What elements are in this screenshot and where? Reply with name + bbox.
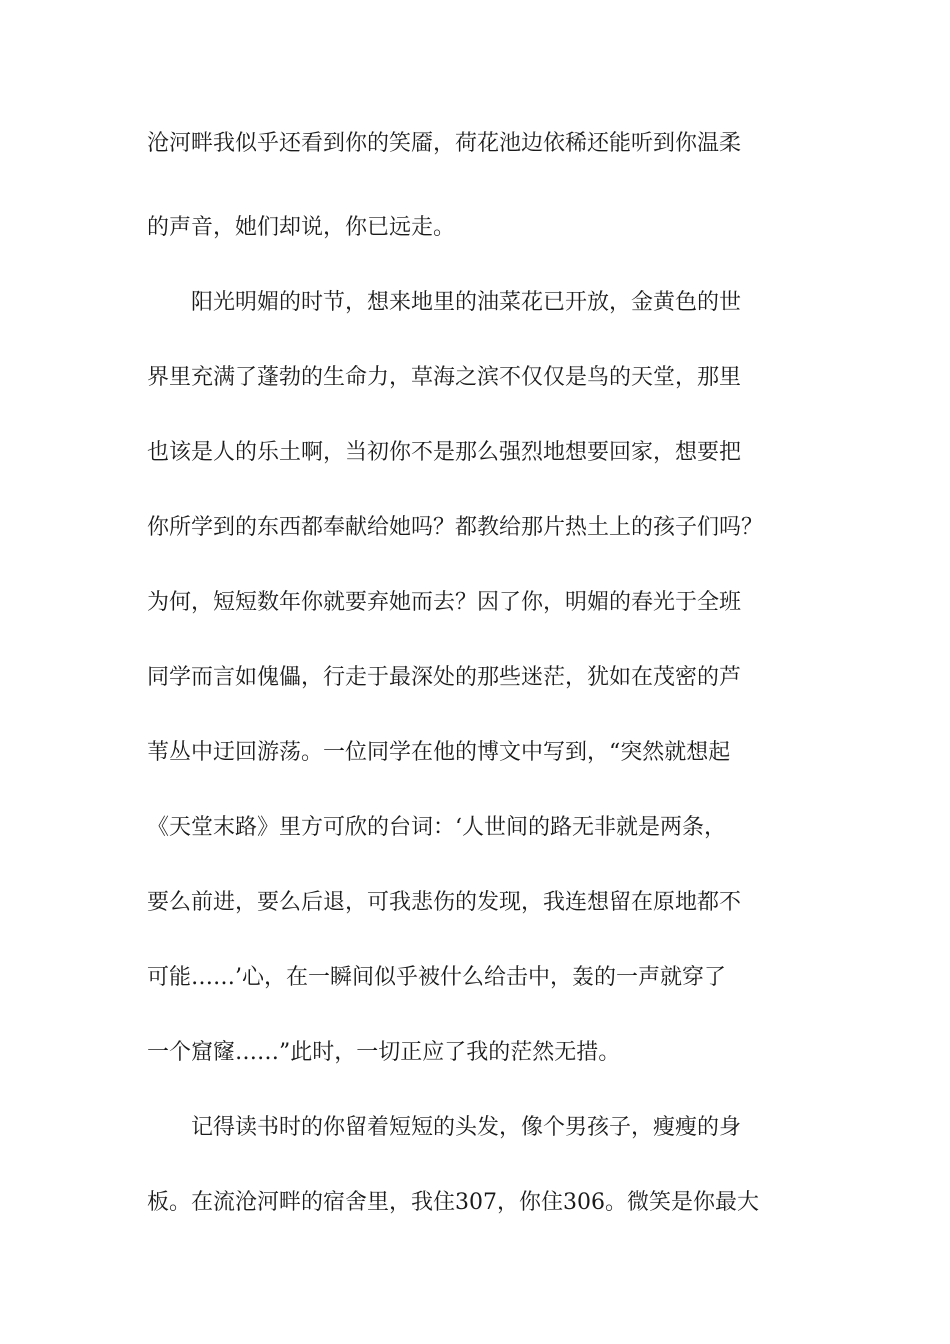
text-line: 你所学到的东西都奉献给她吗？都教给那片热土上的孩子们吗？ xyxy=(147,515,764,540)
text-line: 可能……’心，在一瞬间似乎被什么给击中，轰的一声就穿了 xyxy=(147,965,726,990)
text-line: 沧河畔我似乎还看到你的笑靥，荷花池边依稀还能听到你温柔 xyxy=(147,131,742,156)
text-line: 要么前进，要么后退，可我悲伤的发现，我连想留在原地都不 xyxy=(147,890,742,915)
text-line: 《天堂末路》里方可欣的台词：‘人世间的路无非就是两条， xyxy=(147,815,726,840)
paragraph-first-line: 阳光明媚的时节，想来地里的油菜花已开放，金黄色的世 xyxy=(191,290,742,315)
text-line: 界里充满了蓬勃的生命力，草海之滨不仅仅是鸟的天堂，那里 xyxy=(147,365,742,390)
text-line: 苇丛中迂回游荡。一位同学在他的博文中写到，“突然就想起 xyxy=(147,740,731,765)
text-line: 一个窟窿……”此时，一切正应了我的茫然无措。 xyxy=(147,1040,621,1065)
text-line: 也该是人的乐土啊，当初你不是那么强烈地想要回家，想要把 xyxy=(147,440,742,465)
text-line: 的声音，她们却说，你已远走。 xyxy=(147,215,456,240)
text-line: 同学而言如傀儡，行走于最深处的那些迷茫，犹如在茂密的芦 xyxy=(147,665,742,690)
text-line: 板。在流沧河畔的宿舍里，我住307，你住306。微笑是你最大 xyxy=(147,1190,759,1215)
paragraph-first-line: 记得读书时的你留着短短的头发，像个男孩子，瘦瘦的身 xyxy=(191,1115,742,1140)
text-line: 为何，短短数年你就要弃她而去？因了你，明媚的春光于全班 xyxy=(147,590,742,615)
